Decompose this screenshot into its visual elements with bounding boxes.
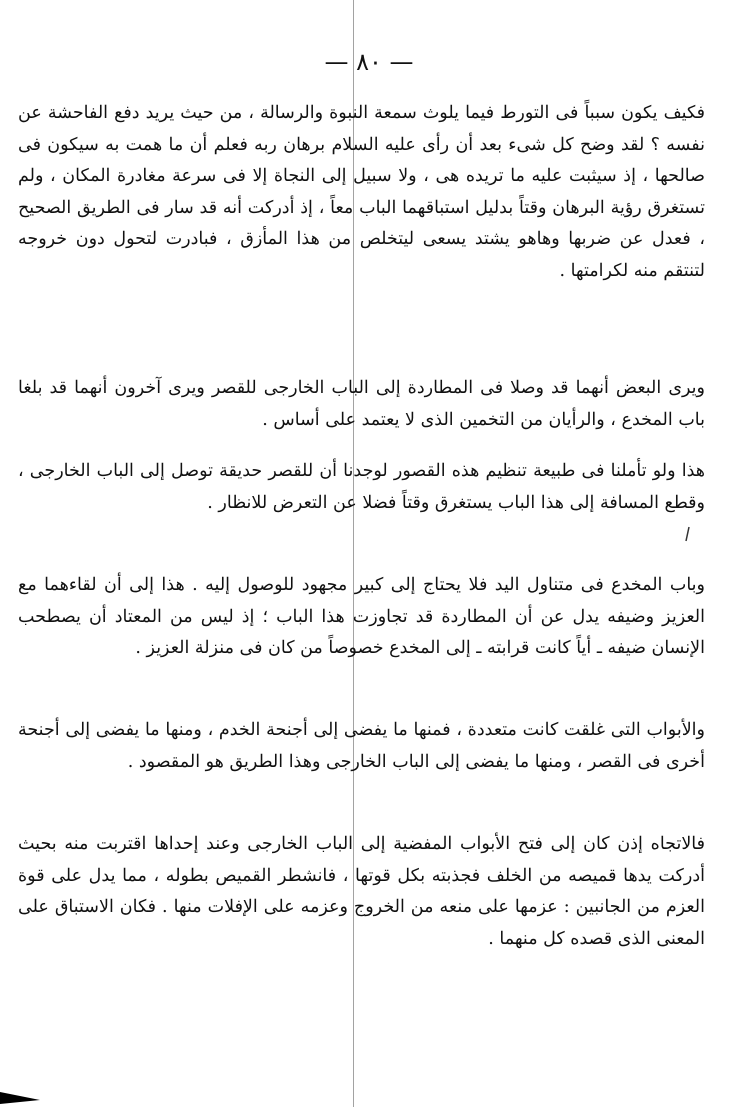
paragraph-text: ويرى البعض أنهما قد وصلا فى المطاردة إلى الباب الخارجى للقصر ويرى آخرون أنهما قد بلغا باب المخدع ، والرأيان من التخمين الذى لا يعتمد على أساس . (18, 378, 705, 430)
paragraph-5 (18, 715, 705, 778)
corner-scan-shadow (0, 1092, 40, 1104)
paragraph-4 (18, 570, 705, 665)
paragraph-text: هذا ولو تأملنا فى طبيعة تنظيم هذه القصور لوجدنا أن للقصر حديقة توصل إلى الباب الخارجى ، وقطع المسافة إلى هذا الباب يستغرق وقتاً فضلا عن التعرض للانظار . (18, 461, 705, 513)
paragraph-text: فكيف يكون سبباً فى التورط فيما يلوث سمعة النبوة والرسالة ، من حيث يريد دفع الفاحشة عن نفسه ؟ لقد وضح كل شىء بعد أن رأى عليه السلام برهان ربه فعلم أن ما همت به سيكون فى صالحها ، إذ سيثبت عليه ما تريده هى ، ولا سبيل إلى النجاة إلا فى سرعة مغادرة المكان ، ولم تستغرق رؤية البرهان وقتاً بدليل استباقهما الباب معاً ، إذ أدركت أنه قد سار فى الطريق الصحيح ، فعدل عن ضربها وهاهو يشتد يسعى ليتخلص من هذا المأزق ، فبادرت لتحول دون خروجه لتنتقم منه لكرامتها . (18, 103, 705, 281)
paragraph-text: وباب المخدع فى متناول اليد فلا يحتاج إلى كبير مجهود للوصول إليه . هذا إلى أن لقاءهما مع العزيز وضيفه يدل عن أن المطاردة قد تجاوزت هذا الباب ؛ إذ ليس من المعتاد أن يصطحب الإنسان ضيفه ـ أياً كانت قرابته ـ إلى المخدع خصوصاً من كان فى منزلة العزيز . (18, 575, 705, 658)
paragraph-text: فالاتجاه إذن كان إلى فتح الأبواب المفضية إلى الباب الخارجى وعند إحداها اقتربت منه بحيث أدركت يدها قميصه من الخلف فجذبته بكل قوتها ، فانشطر القميص بطوله ، مما يدل على قوة العزم من الجانبين : عزمها على منعه من الخروج وعزمه على الإفلات منها . فكان الاستباق على المعنى الذى قصده كل منهما . (18, 834, 705, 949)
paragraph-1 (18, 98, 705, 287)
paragraph-text: والأبواب التى غلقت كانت متعددة ، فمنها ما يفضى إلى أجنحة الخدم ، ومنها ما يفضى إلى أجنحة أخرى فى القصر ، ومنها ما يفضى إلى الباب الخارجى وهذا الطريق هو المقصود . (18, 720, 705, 772)
page-number: — ٨٠ — (324, 48, 414, 76)
paragraph-2 (18, 373, 705, 436)
paragraph-3 (18, 456, 705, 519)
margin-tick-mark (686, 527, 689, 541)
paragraph-6 (18, 829, 705, 955)
